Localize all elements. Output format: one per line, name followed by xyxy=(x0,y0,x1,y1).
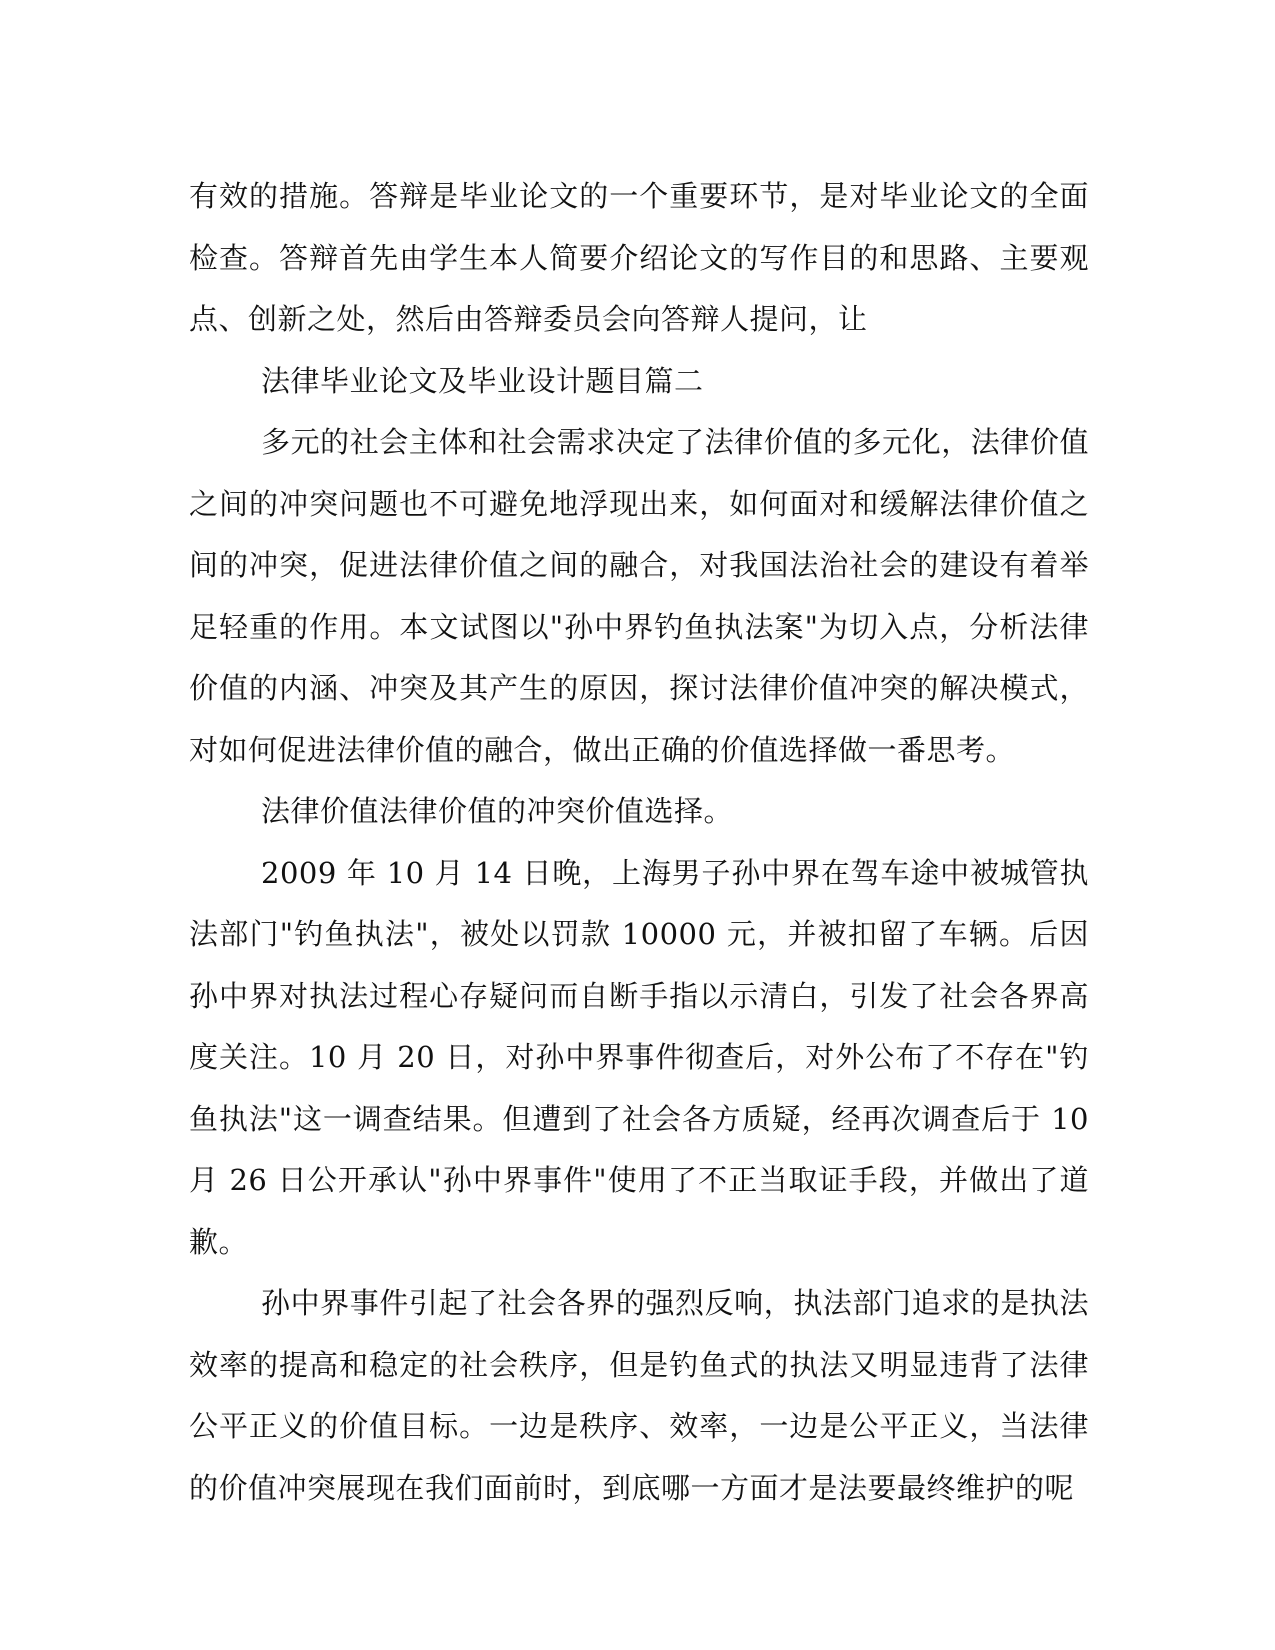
document-body xyxy=(189,166,1089,1519)
paragraph-abstract: 多元的社会主体和社会需求决定了法律价值的多元化，法律价值之间的冲突问题也不可避免地浮现出来，如何面对和缓解法律价值之间的冲突，促进法律价值之间的融合，对我国法治社会的建设有着举足轻重的作用。本文试图以"孙中界钓鱼执法案"为切入点，分析法律价值的内涵、冲突及其产生的原因，探讨法律价值冲突的解决模式，对如何促进法律价值的融合，做出正确的价值选择做一番思考。 xyxy=(189,425,1089,767)
paragraph-case-description: 2009 年 10 月 14 日晚，上海男子孙中界在驾车途中被城管执法部门"钓鱼执法"，被处以罚款 10000 元，并被扣留了车辆。后因孙中界对执法过程心存疑问而自断手指以示清白，引发了社会各界高度关注。10 月 20 日，对孙中界事件彻查后，对外公布了不存在"钓鱼执法"这一调查结果。但遭到了社会各方质疑，经再次调查后于 10 月 26 日公开承认"孙中界事件"使用了不正当取证手段，并做出了道歉。 xyxy=(189,855,1089,1259)
section-heading: 法律毕业论文及毕业设计题目篇二 xyxy=(261,363,704,398)
paragraph-keywords: 法律价值法律价值的冲突价值选择。 xyxy=(261,794,734,828)
paragraph-analysis: 孙中界事件引起了社会各界的强烈反响，执法部门追求的是执法效率的提高和稳定的社会秩序，但是钓鱼式的执法又明显违背了法律公平正义的价值目标。一边是秩序、效率，一边是公平正义，当法律的价值冲突展现在我们面前时，到底哪一方面才是法要最终维护的呢 xyxy=(189,1286,1089,1505)
paragraph-continuation: 有效的措施。答辩是毕业论文的一个重要环节，是对毕业论文的全面检查。答辩首先由学生本人简要介绍论文的写作目的和思路、主要观点、创新之处，然后由答辩委员会向答辩人提问，让 xyxy=(189,179,1089,336)
